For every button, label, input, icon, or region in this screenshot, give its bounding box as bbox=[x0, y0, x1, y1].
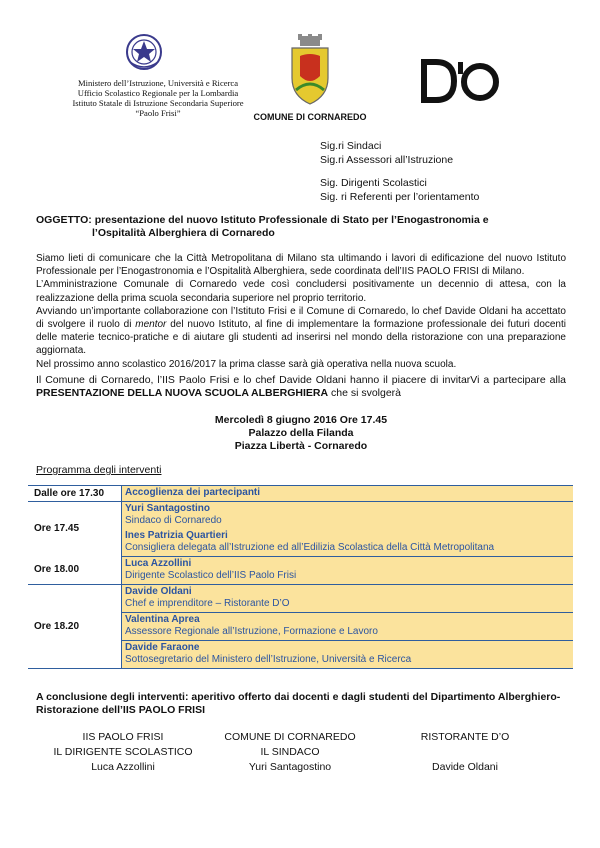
speaker-role: Assessore Regionale all’Istruzione, Formazione e Lavoro bbox=[125, 626, 378, 637]
signature-title: IL DIRIGENTE SCOLASTICO bbox=[53, 746, 193, 758]
ristorante-do-logo bbox=[420, 58, 500, 104]
ministry-header bbox=[52, 78, 264, 118]
program-title: Programma degli interventi bbox=[36, 464, 162, 476]
subject-line-2: l’Ospitalità Alberghiera di Cornaredo bbox=[92, 227, 275, 239]
program-time: Ore 18.00 bbox=[28, 556, 122, 584]
subject-heading bbox=[36, 214, 566, 240]
speaker-name: Davide Faraone bbox=[125, 641, 200, 653]
program-time: Ore 18.20 bbox=[28, 584, 122, 668]
recipients-block bbox=[320, 140, 479, 204]
ministry-line: Ufficio Scolastico Regionale per la Lombardia bbox=[77, 88, 239, 98]
body-paragraph: Nel prossimo anno scolastico 2016/2017 la prima classe sarà già operativa nella nuova scuola. bbox=[36, 358, 457, 370]
speaker-role: Sindaco di Cornaredo bbox=[125, 515, 222, 526]
event-datetime: Mercoledì 8 giugno 2016 Ore 17.45 bbox=[214, 414, 388, 426]
conclusion-text: A conclusione degli interventi: aperitivo offerto dai docenti e dagli studenti del Dipartimento Alberghiero-Ristorazione dell’IIS PAOLO FRISI bbox=[36, 691, 561, 716]
speaker-role: Sottosegretario del Ministero dell’Istruzione, Università e Ricerca bbox=[125, 654, 412, 665]
signature-name: Davide Oldani bbox=[432, 761, 498, 773]
event-details bbox=[36, 414, 566, 453]
signature-frisi bbox=[38, 730, 208, 775]
table-row bbox=[28, 584, 573, 612]
body-paragraph: Avviando un’importante collaborazione con l’Istituto Frisi e il Comune di Cornaredo, lo chef Davide Oldani ha accettato di svolgere il ruolo di mentor del nuovo Istituto, al fine di implementare la formazione professionale dei futuri docenti delle materie tecnico-pratiche e di aiutare gli studenti ad inserirsi nel mondo della ristorazione con una preparazione aggiornata. bbox=[36, 305, 566, 357]
speaker-name: Yuri Santagostino bbox=[125, 502, 211, 514]
signature-name: Yuri Santagostino bbox=[248, 761, 332, 773]
invite-paragraph: Il Comune di Cornaredo, l’IIS Paolo Frisi e lo chef Davide Oldani hanno il piacere di invitarVi a partecipare alla PRESENTAZIONE DELLA NUOVA SCUOLA ALBERGHIERA che si svolgerà bbox=[36, 374, 566, 399]
logo-text: D’O bbox=[420, 58, 422, 59]
subject-line-1: OGGETTO: presentazione del nuovo Istituto Professionale di Stato per l’Enogastronomia e bbox=[36, 214, 489, 226]
program-table bbox=[28, 485, 573, 669]
recipient-line: Sig. ri Referenti per l’orientamento bbox=[320, 190, 480, 203]
recipient-line: Sig.ri Assessori all’Istruzione bbox=[320, 153, 454, 166]
mentor-italic: mentor bbox=[135, 319, 167, 331]
italian-republic-emblem-icon bbox=[124, 32, 164, 72]
signature-org: IIS PAOLO FRISI bbox=[82, 731, 164, 743]
body-paragraph: L’Amministrazione Comunale di Cornaredo vede così concludersi positivamente un decennio di attesa, con la realizzazione della prima scuola secondaria superiore nel proprio territorio. bbox=[36, 279, 566, 304]
program-time: Ore 17.45 bbox=[28, 501, 122, 556]
signature-org: RISTORANTE D’O bbox=[420, 731, 510, 743]
speaker-name: Davide Oldani bbox=[125, 585, 192, 597]
recipient-line: Sig. Dirigenti Scolastici bbox=[320, 177, 427, 189]
invite-event-title: PRESENTAZIONE DELLA NUOVA SCUOLA ALBERGHIERA bbox=[36, 387, 329, 399]
event-venue: Palazzo della Filanda bbox=[248, 427, 354, 439]
signature-org: COMUNE DI CORNAREDO bbox=[224, 731, 356, 743]
body-paragraph: Siamo lieti di comunicare che la Città Metropolitana di Milano sta ultimando i lavori di edificazione del nuovo Istituto Professionale per l’Enogastronomia e l’Ospitalità Alberghiera, sede coordinata dell’IIS PAOLO FRISI di Milano. bbox=[36, 253, 566, 278]
letter-body bbox=[36, 252, 566, 371]
ministry-line: Istituto Statale di Istruzione Secondaria Superiore bbox=[72, 98, 244, 108]
speaker-role: Chef e imprenditore – Ristorante D’O bbox=[125, 598, 290, 609]
ministry-line: Ministero dell’Istruzione, Università e Ricerca bbox=[77, 78, 239, 88]
recipient-line: Sig.ri Sindaci bbox=[320, 140, 382, 152]
speaker-name: Ines Patrizia Quartieri bbox=[125, 529, 228, 541]
signature-comune bbox=[205, 730, 375, 775]
speaker-name: Valentina Aprea bbox=[125, 613, 200, 625]
comune-label: COMUNE DI CORNAREDO bbox=[253, 112, 367, 122]
signature-name: Luca Azzollini bbox=[91, 761, 155, 773]
signature-title: IL SINDACO bbox=[260, 746, 320, 758]
speaker-role: Consigliera delegata all’Istruzione ed all’Edilizia Scolastica della Città Metropolitana bbox=[125, 542, 495, 553]
speaker-role: Dirigente Scolastico dell’IIS Paolo Frisi bbox=[125, 570, 297, 581]
speaker-name: Luca Azzollini bbox=[125, 557, 192, 569]
ministry-line: “Paolo Frisi” bbox=[135, 108, 181, 118]
signature-ristorante bbox=[380, 730, 550, 775]
table-row bbox=[28, 486, 573, 502]
speaker-name: Accoglienza dei partecipanti bbox=[125, 487, 261, 498]
program-time: Dalle ore 17.30 bbox=[28, 486, 122, 502]
table-row bbox=[28, 556, 573, 584]
event-address: Piazza Libertà - Cornaredo bbox=[234, 440, 368, 452]
table-row bbox=[28, 501, 573, 529]
comune-crest-icon bbox=[286, 34, 334, 106]
signature-title bbox=[380, 745, 550, 760]
